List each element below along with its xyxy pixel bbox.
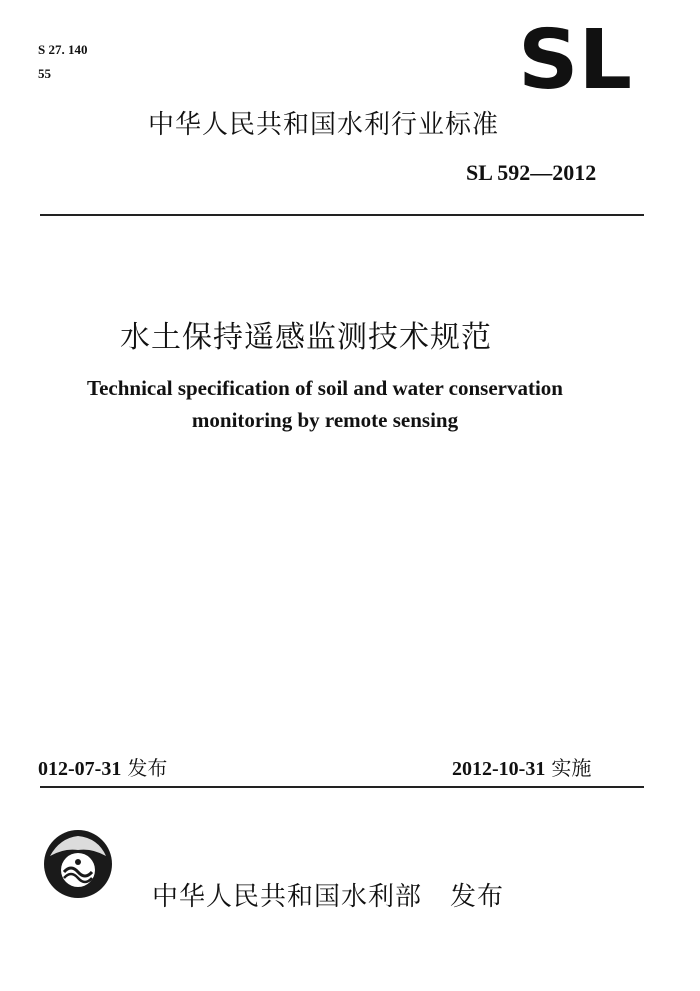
- top-rule: [40, 214, 644, 216]
- title-english-line-2: monitoring by remote sensing: [191, 408, 459, 432]
- logo-text: SL: [518, 22, 632, 94]
- issue-label: 发布: [127, 756, 168, 780]
- bottom-rule: [40, 786, 644, 788]
- ministry-emblem-icon: [40, 826, 116, 902]
- ics-code: S 27. 140: [38, 42, 88, 57]
- publisher-block: [152, 876, 504, 913]
- title-chinese: 水土保持遥感监测技术规范: [120, 320, 492, 355]
- publish-label: 发布: [450, 882, 505, 912]
- implement-label: 实施: [551, 756, 592, 780]
- implement-date: 2012-10-31: [452, 758, 546, 780]
- issue-date-block: [38, 752, 167, 781]
- sl-logo-icon: [516, 22, 634, 94]
- publisher-name: 中华人民共和国水利部: [152, 882, 423, 912]
- industry-standard-title: 中华人民共和国水利行业标准: [148, 110, 500, 140]
- implement-date-block: [452, 752, 591, 781]
- standard-number: SL 592—2012: [466, 160, 597, 185]
- title-english-line-1: Technical specification of soil and water conservation: [87, 376, 563, 400]
- issue-date: 012-07-31: [38, 758, 122, 780]
- ccs-code: 55: [38, 66, 51, 81]
- classification-codes: [38, 38, 87, 86]
